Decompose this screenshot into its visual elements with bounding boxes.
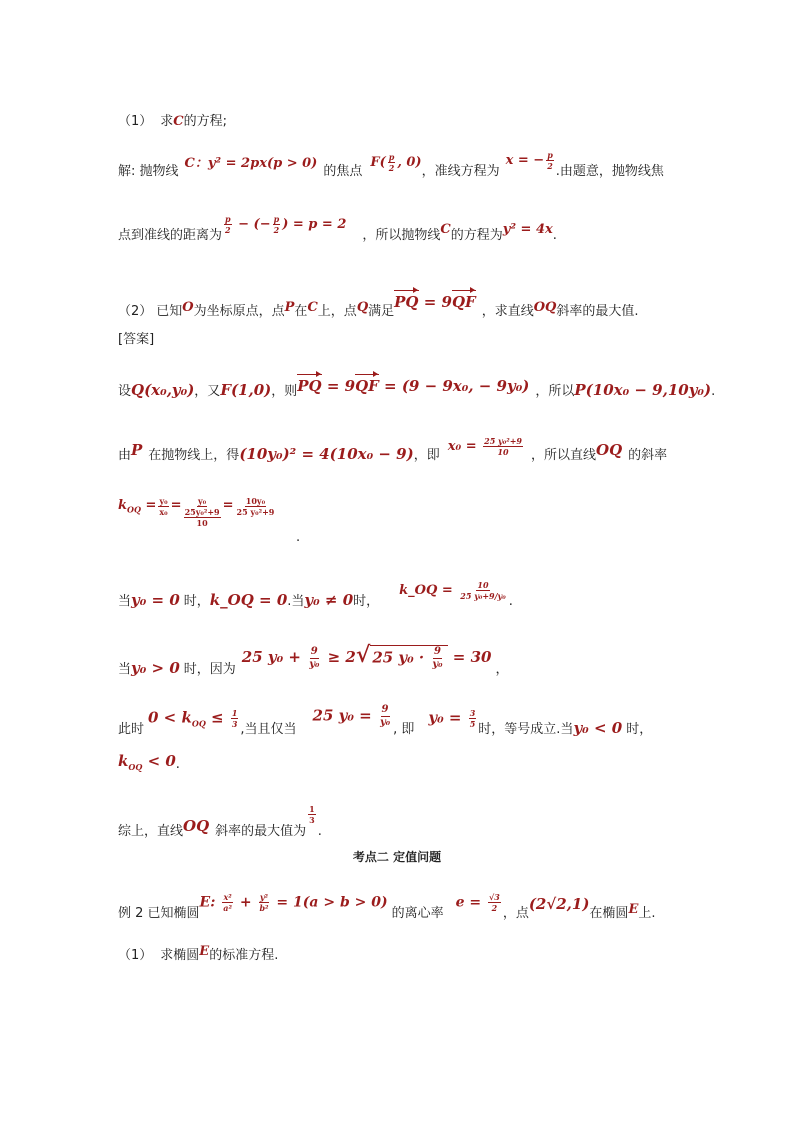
step-7	[118, 752, 180, 772]
slope-n: 10	[477, 580, 489, 590]
vector-expression: PQ = 9QF = (9 − 9x₀, − 9y₀)	[297, 377, 530, 395]
distance-text: 点到准线的距离为	[118, 228, 223, 243]
equation-text: 的方程为	[450, 228, 503, 243]
example-text: 的离心率	[391, 906, 444, 921]
step-2	[118, 436, 668, 463]
step-text: 时，	[183, 594, 210, 609]
solution-1-line-a	[118, 150, 664, 179]
slope-d: 25 y₀+9/y₀	[460, 591, 506, 601]
point-q: Q(x₀,y₀)	[131, 381, 195, 399]
condition-1: y₀ = 0	[131, 591, 180, 609]
solution-1-line-b	[118, 214, 557, 243]
q2-text: 已知	[156, 304, 183, 319]
step-text: .当	[287, 594, 305, 609]
period: .	[317, 824, 322, 839]
var-c: C	[440, 222, 451, 237]
step-text: ，则	[271, 384, 298, 399]
point-f: F(1,0)	[220, 381, 272, 399]
directrix-formula: x = − $\frac{p}{2}$	[505, 150, 553, 171]
step-5	[118, 642, 509, 677]
condition-positive: y₀ > 0	[131, 658, 180, 677]
frac2-n: y₀	[198, 496, 207, 506]
step-3	[118, 490, 277, 528]
line-oq: OQ	[183, 817, 210, 835]
step-text: 时，	[626, 722, 653, 737]
q2-text: 为坐标原点，点	[193, 304, 285, 319]
example-text: 例 2 已知椭圆	[118, 906, 200, 921]
question-text: 的标准方程.	[209, 948, 279, 963]
q2-text: 满足	[368, 304, 395, 319]
step-text: 时，	[353, 594, 380, 609]
q2-text: 上，点	[317, 304, 357, 319]
step-text: 时，等号成立.当	[478, 722, 574, 737]
condition-2: k_OQ = 0	[209, 591, 288, 609]
line-oq: OQ	[533, 300, 557, 315]
parabola-result: y² = 4x	[502, 222, 553, 237]
slope-label: $k_{OQ}$ =	[118, 498, 157, 515]
focus-text: 的焦点	[323, 164, 363, 179]
var-o: O	[182, 300, 194, 315]
slope-label: k_OQ =	[399, 583, 453, 598]
step-text: 设	[118, 384, 132, 399]
substitution-equation: (10y₀)² = 4(10x₀ − 9)	[239, 445, 414, 463]
condition-negative: y₀ < 0	[573, 719, 623, 737]
step-text: ，即	[413, 448, 440, 463]
var-c: C	[307, 300, 318, 315]
step-text: 由	[118, 448, 132, 463]
question-1-text-b: 的方程;	[183, 114, 228, 129]
directrix-text: ，准线方程为	[421, 164, 500, 179]
section-heading: 考点二 定值问题	[352, 850, 442, 864]
question-1-text: 求	[160, 114, 174, 129]
example-text: ，点	[502, 906, 529, 921]
step-text: 当	[118, 594, 132, 609]
x0-denominator: 10	[497, 447, 509, 457]
equality-condition: 25 y₀ = $\frac{9}{\text{y₀}}$	[312, 704, 391, 728]
line-oq: OQ	[596, 441, 623, 459]
question-1-label: （1）	[118, 114, 153, 129]
var-e: E	[628, 902, 639, 917]
max-d: 3	[309, 815, 315, 825]
example-text: 在椭圆	[589, 906, 629, 921]
question-text: 求椭圆	[160, 948, 200, 963]
step-text: ，又	[194, 384, 221, 399]
step-1	[118, 377, 716, 399]
step-text: 时，因为	[183, 661, 236, 677]
x0-label: x₀ =	[447, 439, 477, 454]
slope-range: $0 < k_{OQ}$ ≤ $\frac{1}{3}$	[148, 708, 238, 729]
x0-formula	[448, 436, 525, 457]
q2-text: ，求直线	[481, 304, 534, 319]
step-text: ，所以直线	[530, 448, 596, 463]
focus-formula: F( $\frac{p}{2}$ , 0)	[370, 152, 422, 173]
parabola-equation: C：y² = 2px(p > 0)	[184, 156, 318, 171]
step-text: 的斜率	[628, 448, 668, 463]
question-2-label: （2）	[118, 304, 153, 319]
eccentricity: e = $\frac{√3}{2}$	[455, 892, 500, 913]
max-n: 1	[309, 804, 315, 814]
conclusion	[118, 804, 322, 839]
conclusion-text: ，所以抛物线	[362, 228, 441, 243]
var-p: P	[284, 300, 295, 315]
period: .	[296, 530, 301, 545]
step-text: 此时	[118, 722, 145, 737]
y0-value: y₀ = $\frac{3}{5}$	[428, 708, 476, 729]
step-text: .	[711, 384, 716, 399]
var-q: Q	[356, 300, 369, 315]
step-text: 当	[118, 661, 132, 677]
period: .	[508, 594, 513, 609]
question-label: （1）	[118, 948, 153, 963]
fraction-3	[236, 496, 276, 517]
solution-prefix: 解: 抛物线	[118, 164, 179, 179]
equals: =	[170, 498, 182, 513]
equals: =	[222, 498, 234, 513]
example-2-question-1	[118, 944, 278, 963]
step-text: ，	[495, 661, 509, 677]
frac1-d: x₀	[159, 507, 168, 517]
step-text: ，所以	[535, 384, 575, 399]
fraction-2: y₀ 25y₀²+9 10	[184, 496, 220, 528]
question-1	[118, 110, 227, 129]
step-text: 综上，直线	[118, 824, 184, 839]
var-c: C	[173, 114, 184, 129]
x0-numerator: 25 y₀²+9	[484, 436, 522, 446]
period: .	[552, 228, 557, 243]
step-text: 斜率的最大值为	[215, 824, 307, 839]
fraction-1	[158, 496, 168, 517]
question-2	[118, 293, 639, 319]
step-text: 在抛物线上，得	[148, 448, 240, 463]
q2-text: 斜率的最大值.	[556, 304, 639, 319]
solution-tail: .由题意，抛物线焦	[555, 164, 664, 179]
step-6	[118, 704, 653, 737]
example-2	[118, 892, 656, 921]
distance-formula: $\frac{p}{2}$ − (− $\frac{p}{2}$ ) = p = 2	[225, 214, 347, 235]
step-text: ,当且仅当	[240, 722, 297, 737]
point-on-ellipse: (2√2,1)	[528, 895, 590, 913]
am-gm-inequality: 25 y₀ + $\frac{9}{\text{y₀}}$ ≥ 2√ 25 y₀ · $\frac{9}{\text{y₀}}$ = 30	[241, 642, 492, 670]
ellipse-equation: E: $\frac{\text{x²}}{\text{a²}}$ + $\frac{\text{y²}}{\text{b²}}$ = 1(a > b > 0)	[199, 892, 388, 913]
var-e: E	[199, 944, 210, 959]
example-text: 上.	[638, 906, 656, 921]
negative-slope: $k_{OQ} < 0$	[118, 752, 176, 772]
point-p: P(10x₀ − 9,10y₀)	[574, 381, 712, 399]
vector-condition: PQ = 9QF	[394, 293, 476, 311]
frac1-n: y₀	[159, 496, 168, 506]
slope-formula	[399, 580, 509, 601]
condition-3: y₀ ≠ 0	[304, 591, 354, 609]
period: .	[175, 757, 180, 772]
max-value	[308, 804, 316, 825]
var-p: P	[131, 441, 143, 459]
frac3-n: 10y₀	[245, 496, 266, 506]
step-text: , 即	[393, 722, 415, 737]
answer-label	[118, 328, 154, 347]
q2-text: 在	[294, 304, 308, 319]
answer-label-text: [答案]	[118, 332, 155, 347]
step-4	[118, 580, 513, 609]
frac3-d: 25 y₀²+9	[236, 507, 275, 517]
step-3-end	[296, 530, 300, 545]
